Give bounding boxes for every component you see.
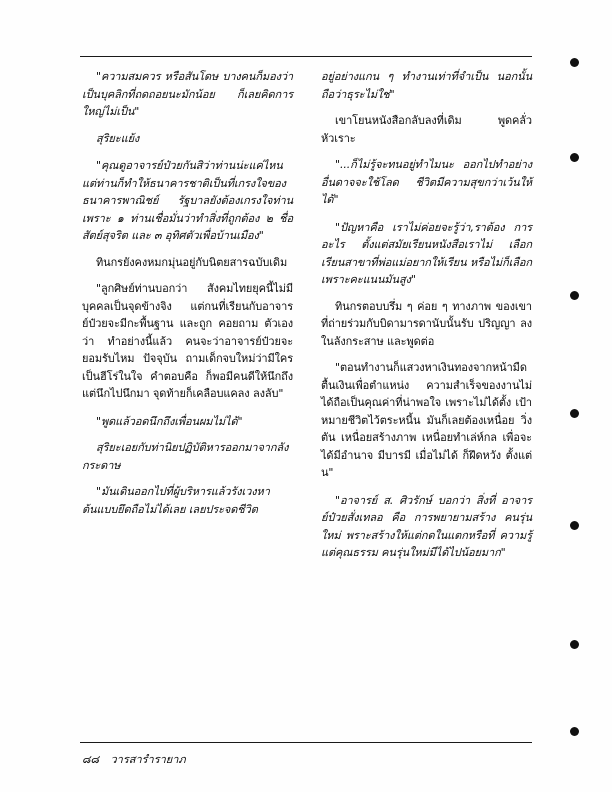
margin-dot (570, 521, 579, 530)
paragraph: "พูดแล้วอดนึกถึงเพื่อนผมไม่ได้" (96, 414, 243, 428)
margin-dot (570, 409, 579, 418)
paragraph: อยู่อย่างแกน ๆ ทำงานเท่าที่จำเป็น นอกนั้นถือว่าธุระไม่ใช่" (321, 70, 532, 101)
page-footer (82, 750, 382, 768)
paragraph: ทินกรตอบบรึ่ม ๆ ค่อย ๆ ทางภาพ ของเขาที่ถ่ายร่วมกับบิดามารดานับนั้นรับ ปริญญา ลงในลังกระสาษ และพูดต่อ (321, 299, 532, 348)
bottom-rule-divider (80, 742, 532, 743)
footer-journal-label: วารสารำรายาภ (110, 753, 186, 766)
right-column (321, 68, 532, 728)
paragraph: "ลูกศิษย์ท่านบอกว่า สังคมไทยยุคนี้ไม่มีบุคคลเป็นจุดข้างจิง แต่กนที่เรียนกับอาจารย์ป๋วยจะมีกะพื้นฐาน และถูก คอยถาม ตัวเองว่า ทำอย่างนี้แล้ว คนจะว่าอาจารย์ป๋วยจะยอมรับไหม ปัจจุบัน ถามเด็กจบใหม่ว่ามีใครเป็นฮีโร่ในใจ คำตอบคือ ก็พอมีคนดีให้นึกถึง แต่นึกไปนึกมา จุดท้ายก็เคลือบแคลง ลงลับ" (82, 282, 293, 400)
margin-dot (570, 291, 579, 300)
paragraph: "มันเดินออกไปที่ผู้บริหารแล้วรังเวงหาต้นแบบยึดถือไม่ได้เลย เลยประจดชีวิต (82, 485, 270, 516)
paragraph: "ปัญหาคือ เราไม่ค่อยจะรู้ว่า,ราต้อง การอะไร ตั้งแต่สมัยเรียนหนังสือเราไม่ เลือก เรียนสาขาที่พ่อแม่อยากให้เรียน หรือไม่ก็เลือกเพราะคะแนนมันสูง" (321, 220, 532, 286)
left-column (82, 68, 293, 728)
paragraph: เขาโยนหนังสือกลับลงที่เดิม พูดคลั่วหัวเราะ (321, 114, 532, 145)
margin-dot (570, 153, 579, 162)
paragraph: สุริยะเอยกับท่านิยปฏิบัติหารออกมาจากลังกระดาษ (82, 441, 289, 472)
paragraph: ทินกรยังคงหมกมุ่นอยู่กับนิตยสารฉบับเดิม (96, 255, 288, 269)
paragraph: "...ก็ไม่รู้จะทนอยู่ทำไมนะ ออกไปทำอย่างอื่นดาจจะใช้โลด ชีวิตมีความสุขกว่าเว้นให้ได้" (321, 158, 532, 206)
paragraph: "ความสมควร หรือสันโดษ บางคนก็มองว่าเป็นบุคลิกที่ถดถอยนะมักน้อย ก็เลยคิดการใหญ่ไม่เป็น" (82, 70, 293, 118)
margin-dot (570, 727, 579, 736)
top-rule-divider (80, 56, 532, 57)
margin-dot (570, 58, 579, 67)
page-number: ๘๘ (82, 753, 99, 766)
paragraph: "ตอนทำงานก็แสวงหาเงินทองจากหน้ามืด ตื้นเงินเพื่อตำแหน่ง ความสำเร็จของงานไม่ ได้ถือเป็นคุณค่าที่น่าพอใจ เพราะไม่ได้ตั้ง เป้าหมายชีวิตไว้ตระหนี้น มันก็เลยต้องเหนื่อย วิ่งตัน เหนื่อยสร้างภาพ เหนื่อยทำเล่ห์กล เพื่อจะได้มีอำนาจ มีบารมี เมื่อไม่ได้ ก็ฝึดหวัง ตั้งแต่น" (321, 361, 532, 479)
body-columns (82, 68, 532, 728)
paragraph: "คุณดูอาจารย์ป๋วยกันสิว่าท่านน่ะแค่ไหน แต่ท่านก็ทำให้ธนาคารชาติเป็นที่เกรงใจของธนาคารพาณิชย์ รัฐบาลยังต้องเกรงใจท่านเพราะ ๑ ท่านเชื่อมั่นว่าทำสิ่งที่ถูกต้อง ๒ ชื่อสัตย์สุจริต และ ๓ อุทิศตัวเพื่อบ้านเมือง" (82, 159, 293, 242)
paragraph: "อาจารย์ ส. ศิวรักษ์ บอกว่า สิ่งที่ อาจารย์ป๋วยสั่งเทลอ คือ การพยายามสร้าง คนรุ่นใหม่ พราะสร้างให้แต่กดในแตกหรือที่ ความรู้ แต่คุณธรรม คนรุ่นใหม่มีได้ไปน้อยมาก" (321, 493, 532, 559)
paragraph: สุริยะแย้ง (96, 131, 140, 145)
margin-dot (570, 640, 579, 649)
